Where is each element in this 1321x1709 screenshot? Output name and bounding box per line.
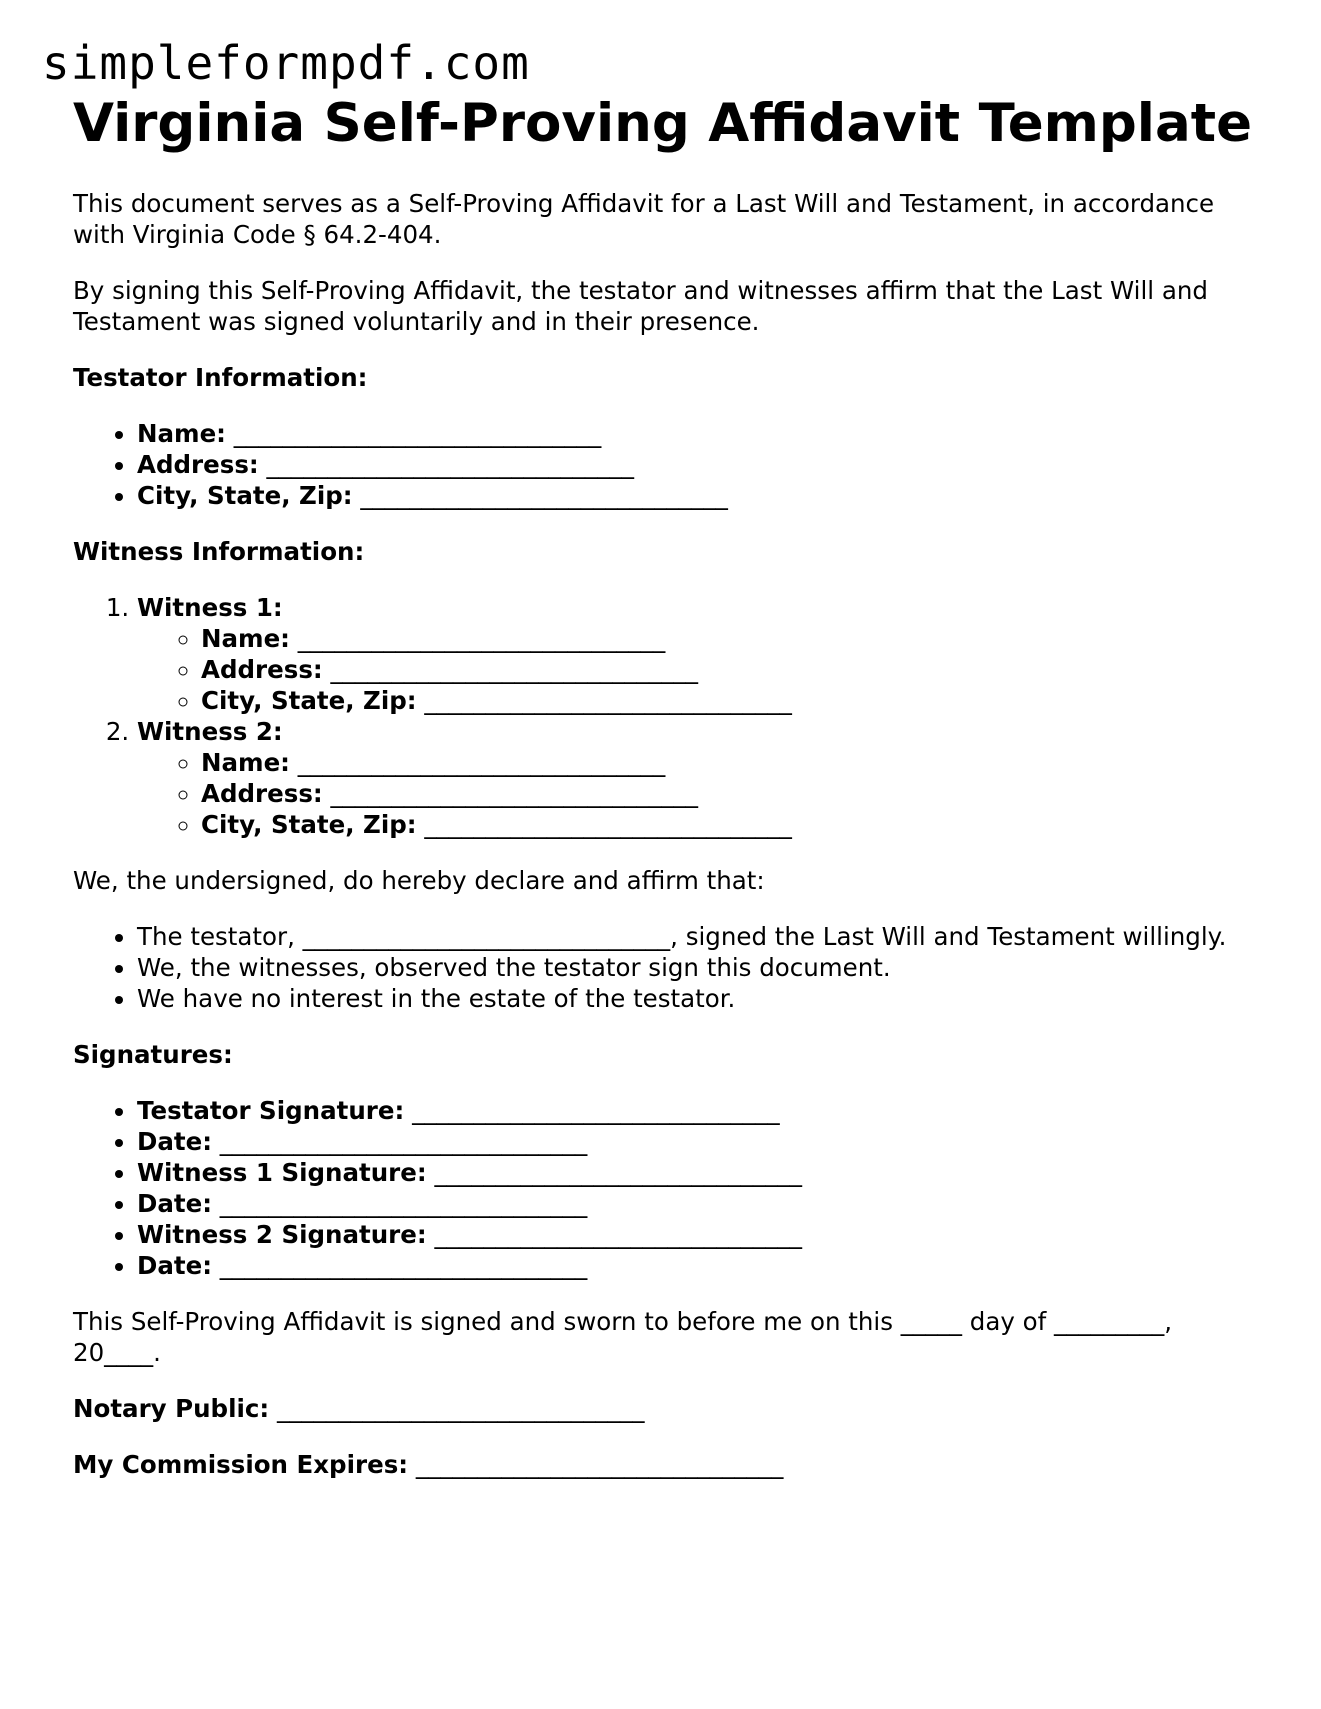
field-blank[interactable]: ______________________________ (424, 809, 792, 839)
witness-1-fields (137, 623, 1253, 716)
witness-1 (137, 592, 1253, 716)
field-blank[interactable]: ______________________________ (277, 1393, 645, 1423)
declaration-intro: We, the undersigned, do hereby declare and affirm that: (73, 865, 765, 895)
field-label: Date: (137, 1126, 212, 1156)
field-label: Witness 2 Signature: (137, 1219, 427, 1249)
field-blank[interactable]: ______________________________ (434, 1219, 802, 1249)
witness-2-name-field (201, 747, 1253, 778)
field-blank[interactable]: ______________________________ (297, 747, 666, 777)
page-title: Virginia Self-Proving Affidavit Template (73, 93, 1253, 154)
witness-label: Witness 2: (137, 716, 283, 746)
declaration-item: • We have no interest in the estate of the testator. (137, 983, 1253, 1014)
sworn-statement: This Self-Proving Affidavit is signed and sworn to before me on this _____ day of _________, 20____. (73, 1306, 1173, 1367)
testator-address-field (137, 449, 1253, 480)
testator-date-field (137, 1126, 1253, 1157)
witness-heading: Witness Information: (73, 536, 365, 566)
intro-paragraph-2: By signing this Self-Proving Affidavit, the testator and witnesses affirm that the Last Will and Testament was signed voluntarily and in their presence. (73, 275, 1208, 336)
field-blank[interactable]: ______________________________ (266, 449, 634, 479)
field-label: Date: (137, 1250, 212, 1280)
testator-fields (73, 418, 1253, 511)
witness-1-date-field (137, 1188, 1253, 1219)
field-blank[interactable]: ______________________________ (415, 1449, 784, 1479)
witness-2-city-state-zip-field (201, 809, 1253, 840)
witness-2 (137, 716, 1253, 840)
field-blank[interactable]: ______________________________ (219, 1126, 588, 1156)
document-page (73, 92, 1253, 1480)
field-label: City, State, Zip: (201, 809, 417, 839)
field-blank[interactable]: ______________________________ (424, 685, 792, 715)
field-blank[interactable]: ______________________________ (434, 1157, 802, 1187)
witness-list (73, 592, 1253, 840)
field-label: Name: (201, 747, 290, 777)
witness-2-signature-field (137, 1219, 1253, 1250)
witness-1-city-state-zip-field (201, 685, 1253, 716)
field-label: City, State, Zip: (201, 685, 417, 715)
field-blank[interactable]: ______________________________ (297, 623, 666, 653)
field-blank[interactable]: ______________________________ (330, 654, 698, 684)
field-label: My Commission Expires: (73, 1449, 409, 1479)
watermark: simpleformpdf.com (42, 36, 530, 90)
declaration-item: • The testator, ______________________________, signed the Last Will and Testament willingly. (137, 921, 1253, 952)
field-label: Name: (137, 418, 226, 448)
testator-heading: Testator Information: (73, 362, 368, 392)
field-blank[interactable]: ______________________________ (219, 1188, 588, 1218)
signatures-heading: Signatures: (73, 1039, 233, 1069)
signature-fields (73, 1095, 1253, 1281)
field-label: Witness 1 Signature: (137, 1157, 427, 1187)
field-label: Date: (137, 1188, 212, 1218)
notary-public-field (73, 1393, 1253, 1424)
field-blank[interactable]: ______________________________ (219, 1250, 588, 1280)
field-label: Address: (137, 449, 259, 479)
witness-1-name-field (201, 623, 1253, 654)
field-label: Testator Signature: (137, 1095, 405, 1125)
testator-name-field (137, 418, 1253, 449)
field-blank[interactable]: ______________________________ (360, 480, 728, 510)
commission-expires-field (73, 1449, 1253, 1480)
intro-paragraph-1: This document serves as a Self-Proving Affidavit for a Last Will and Testament, in accordance with Virginia Code § 64.2-404. (73, 188, 1215, 249)
witness-1-signature-field (137, 1157, 1253, 1188)
field-label: City, State, Zip: (137, 480, 353, 510)
field-label: Notary Public: (73, 1393, 270, 1423)
witness-2-fields (137, 747, 1253, 840)
field-label: Address: (201, 654, 323, 684)
declaration-list (73, 921, 1253, 1014)
declaration-item: • We, the witnesses, observed the testator sign this document. (137, 952, 1253, 983)
field-blank[interactable]: ______________________________ (412, 1095, 780, 1125)
witness-label: Witness 1: (137, 592, 283, 622)
witness-1-address-field (201, 654, 1253, 685)
field-label: Name: (201, 623, 290, 653)
field-blank[interactable]: ______________________________ (233, 418, 602, 448)
testator-signature-field (137, 1095, 1253, 1126)
field-blank[interactable]: ______________________________ (330, 778, 698, 808)
field-label: Address: (201, 778, 323, 808)
testator-city-state-zip-field (137, 480, 1253, 511)
witness-2-date-field (137, 1250, 1253, 1281)
witness-2-address-field (201, 778, 1253, 809)
